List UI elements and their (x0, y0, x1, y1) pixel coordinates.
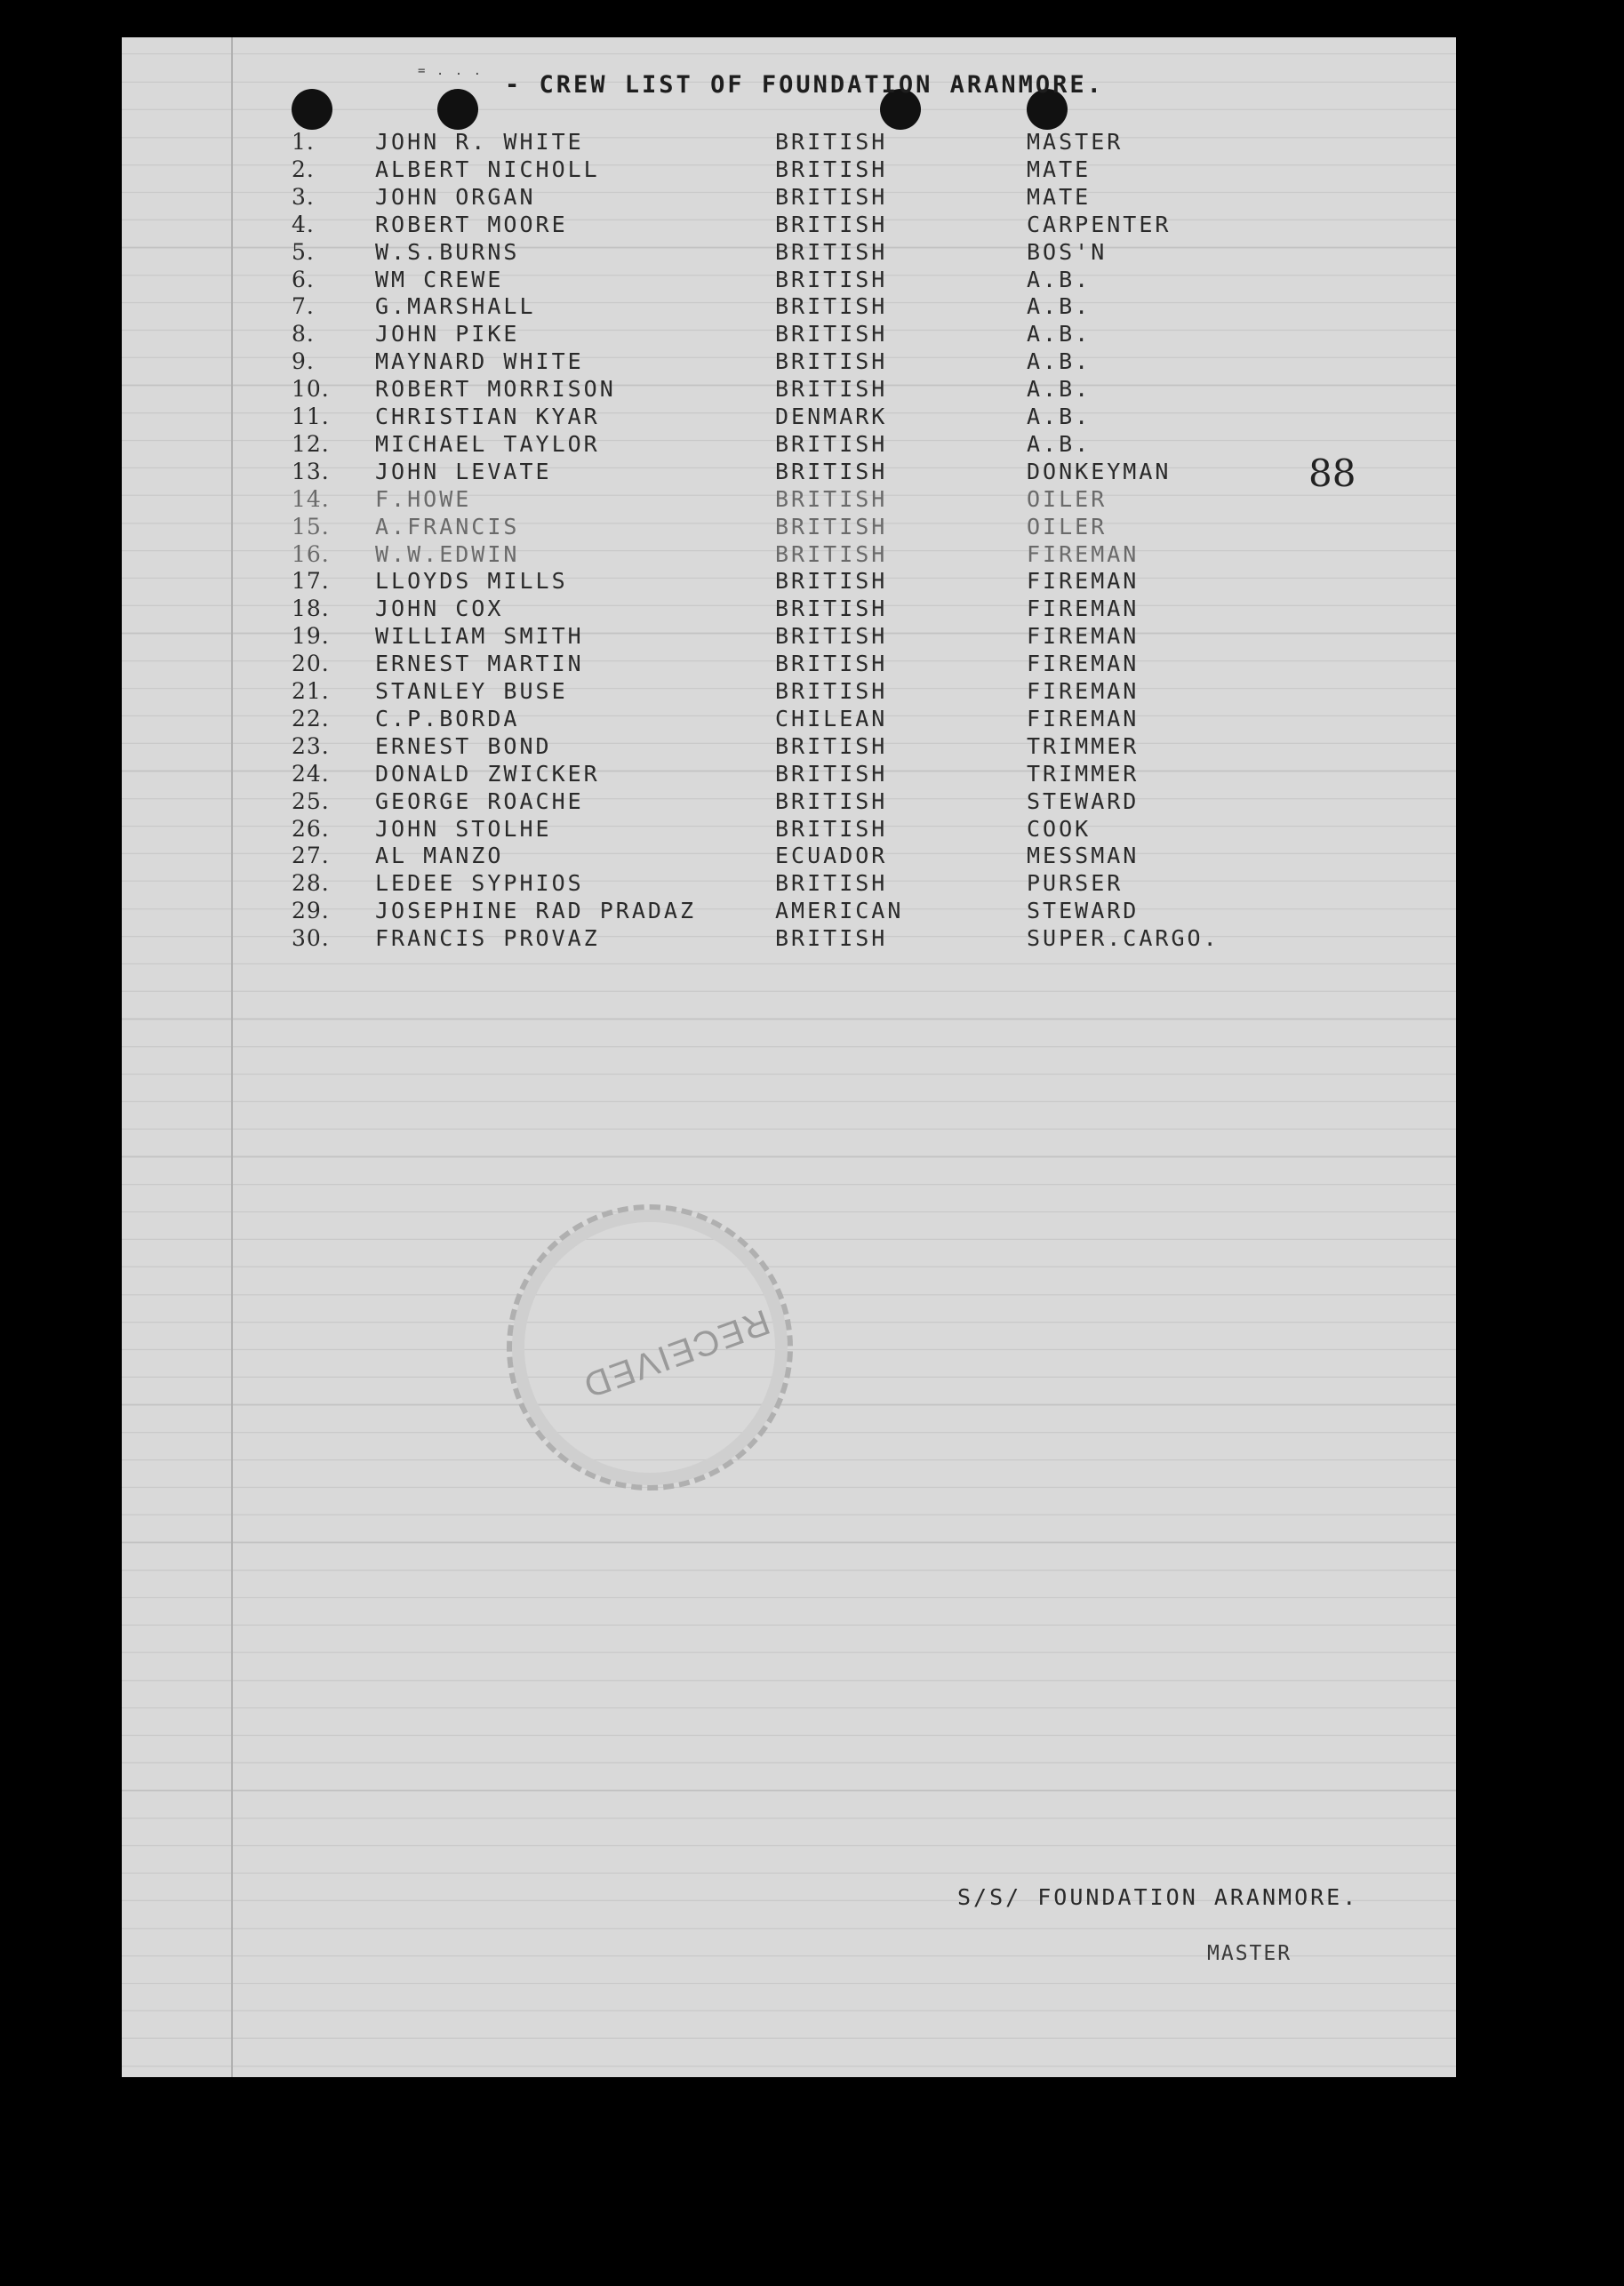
crew-number: 30. (292, 925, 330, 952)
crew-nationality: BRITISH (775, 430, 888, 457)
crew-number: 16. (292, 540, 330, 567)
folio-number: 88 (1308, 452, 1356, 495)
crew-number: 15. (292, 513, 330, 540)
crew-name: A.FRANCIS (375, 513, 520, 540)
crew-number: 5. (292, 238, 315, 265)
signature-line: S/S/ FOUNDATION ARANMORE. (957, 1884, 1359, 1910)
crew-number: 8. (292, 321, 315, 348)
crew-number: 21. (292, 678, 330, 704)
crew-name: C.P.BORDA (375, 705, 520, 731)
crew-rank: STEWARD (1027, 898, 1140, 924)
crew-number: 4. (292, 211, 315, 237)
crew-nationality: BRITISH (775, 540, 888, 567)
signature-title: MASTER (1207, 1942, 1292, 1965)
crew-nationality: BRITISH (775, 485, 888, 512)
stamp-text: RECEIVED (577, 1301, 775, 1406)
crew-rank: A.B. (1027, 293, 1092, 320)
crew-rank: FIREMAN (1027, 568, 1140, 595)
crew-number: 10. (292, 376, 330, 403)
crew-name: DONALD ZWICKER (375, 760, 600, 787)
crew-rank: BOS'N (1027, 238, 1108, 265)
crew-nationality: BRITISH (775, 266, 888, 292)
crew-number: 19. (292, 623, 330, 650)
crew-name: JOHN ORGAN (375, 183, 536, 210)
crew-name: JOHN COX (375, 595, 504, 622)
crew-rank: MESSMAN (1027, 843, 1140, 869)
crew-number: 29. (292, 898, 330, 924)
crew-name: WM CREWE (375, 266, 504, 292)
crew-nationality: DENMARK (775, 404, 888, 429)
crew-number: 1. (292, 129, 315, 155)
crew-rank: DONKEYMAN (1027, 458, 1172, 484)
crew-nationality: CHILEAN (775, 705, 888, 731)
crew-nationality: BRITISH (775, 568, 888, 595)
crew-rank: COOK (1027, 815, 1092, 842)
crew-number: 6. (292, 266, 315, 292)
crew-number: 20. (292, 651, 330, 677)
crew-nationality: BRITISH (775, 211, 888, 237)
crew-nationality: BRITISH (775, 595, 888, 622)
crew-rank: OILER (1027, 513, 1108, 540)
crew-name: W.W.EDWIN (375, 540, 520, 567)
crew-rank: FIREMAN (1027, 540, 1140, 567)
crew-name: ROBERT MOORE (375, 211, 568, 237)
crew-name: LEDEE SYPHIOS (375, 870, 584, 897)
punch-hole (292, 89, 332, 130)
crew-name: MICHAEL TAYLOR (375, 430, 600, 457)
crew-rank: PURSER (1027, 870, 1124, 897)
crew-name: G.MARSHALL (375, 293, 536, 320)
crew-rank: A.B. (1027, 348, 1092, 375)
crew-rank: MATE (1027, 183, 1092, 210)
crew-number: 12. (292, 430, 330, 457)
crew-nationality: BRITISH (775, 348, 888, 375)
crew-rank: FIREMAN (1027, 595, 1140, 622)
crew-nationality: BRITISH (775, 156, 888, 182)
crew-name: FRANCIS PROVAZ (375, 925, 600, 952)
crew-rank: STEWARD (1027, 787, 1140, 814)
crew-name: STANLEY BUSE (375, 678, 568, 704)
punch-hole (437, 89, 478, 130)
crew-number: 23. (292, 732, 330, 759)
crew-nationality: BRITISH (775, 376, 888, 403)
crew-nationality: BRITISH (775, 623, 888, 650)
crew-rank: A.B. (1027, 430, 1092, 457)
crew-number: 28. (292, 870, 330, 897)
crew-name: JOSEPHINE RAD PRADAZ (375, 898, 697, 924)
crew-number: 17. (292, 568, 330, 595)
crew-nationality: BRITISH (775, 321, 888, 348)
crew-name: W.S.BURNS (375, 238, 520, 265)
crew-number: 25. (292, 787, 330, 814)
page-title: - CREW LIST OF FOUNDATION ARANMORE. (505, 71, 1104, 99)
crew-nationality: BRITISH (775, 678, 888, 704)
crew-name: AL MANZO (375, 843, 504, 869)
crew-name: MAYNARD WHITE (375, 348, 584, 375)
crew-rank: A.B. (1027, 404, 1092, 429)
crew-nationality: BRITISH (775, 732, 888, 759)
crew-number: 14. (292, 485, 330, 512)
crew-nationality: AMERICAN (775, 898, 904, 924)
crew-name: CHRISTIAN KYAR (375, 404, 600, 429)
crew-nationality: BRITISH (775, 760, 888, 787)
crew-number: 9. (292, 348, 315, 375)
crew-nationality: BRITISH (775, 513, 888, 540)
crew-number: 24. (292, 760, 330, 787)
crew-name: WILLIAM SMITH (375, 623, 584, 650)
crew-name: LLOYDS MILLS (375, 568, 568, 595)
crew-nationality: BRITISH (775, 925, 888, 952)
crew-number: 3. (292, 183, 315, 210)
margin-rule (231, 37, 233, 2077)
crew-name: GEORGE ROACHE (375, 787, 584, 814)
crew-name: JOHN R. WHITE (375, 129, 584, 155)
crew-name: ROBERT MORRISON (375, 376, 616, 403)
crew-name: F.HOWE (375, 485, 472, 512)
crew-nationality: BRITISH (775, 787, 888, 814)
crew-number: 18. (292, 595, 330, 622)
crew-nationality: ECUADOR (775, 843, 888, 869)
crew-rank: A.B. (1027, 321, 1092, 348)
crew-name: JOHN STOLHE (375, 815, 552, 842)
crew-rank: MATE (1027, 156, 1092, 182)
crew-nationality: BRITISH (775, 129, 888, 155)
crew-rank: A.B. (1027, 376, 1092, 403)
crew-number: 11. (292, 404, 330, 429)
crew-rank: A.B. (1027, 266, 1092, 292)
crew-rank: FIREMAN (1027, 623, 1140, 650)
header-mark: = . . . (418, 64, 484, 78)
crew-nationality: BRITISH (775, 815, 888, 842)
crew-name: ERNEST BOND (375, 732, 552, 759)
crew-nationality: BRITISH (775, 651, 888, 677)
crew-rank: CARPENTER (1027, 211, 1172, 237)
crew-rank: FIREMAN (1027, 705, 1140, 731)
crew-nationality: BRITISH (775, 183, 888, 210)
crew-rank: FIREMAN (1027, 678, 1140, 704)
crew-rank: TRIMMER (1027, 732, 1140, 759)
crew-rank: MASTER (1027, 129, 1124, 155)
crew-number: 26. (292, 815, 330, 842)
crew-number: 27. (292, 843, 330, 869)
crew-name: JOHN PIKE (375, 321, 520, 348)
crew-rank: TRIMMER (1027, 760, 1140, 787)
crew-rank: SUPER.CARGO. (1027, 925, 1220, 952)
crew-nationality: BRITISH (775, 458, 888, 484)
crew-number: 7. (292, 293, 315, 320)
crew-rank: OILER (1027, 485, 1108, 512)
crew-number: 13. (292, 458, 330, 484)
crew-nationality: BRITISH (775, 870, 888, 897)
crew-name: JOHN LEVATE (375, 458, 552, 484)
crew-number: 22. (292, 705, 330, 731)
crew-rank: FIREMAN (1027, 651, 1140, 677)
crew-name: ERNEST MARTIN (375, 651, 584, 677)
crew-number: 2. (292, 156, 315, 182)
crew-name: ALBERT NICHOLL (375, 156, 600, 182)
crew-nationality: BRITISH (775, 293, 888, 320)
crew-nationality: BRITISH (775, 238, 888, 265)
